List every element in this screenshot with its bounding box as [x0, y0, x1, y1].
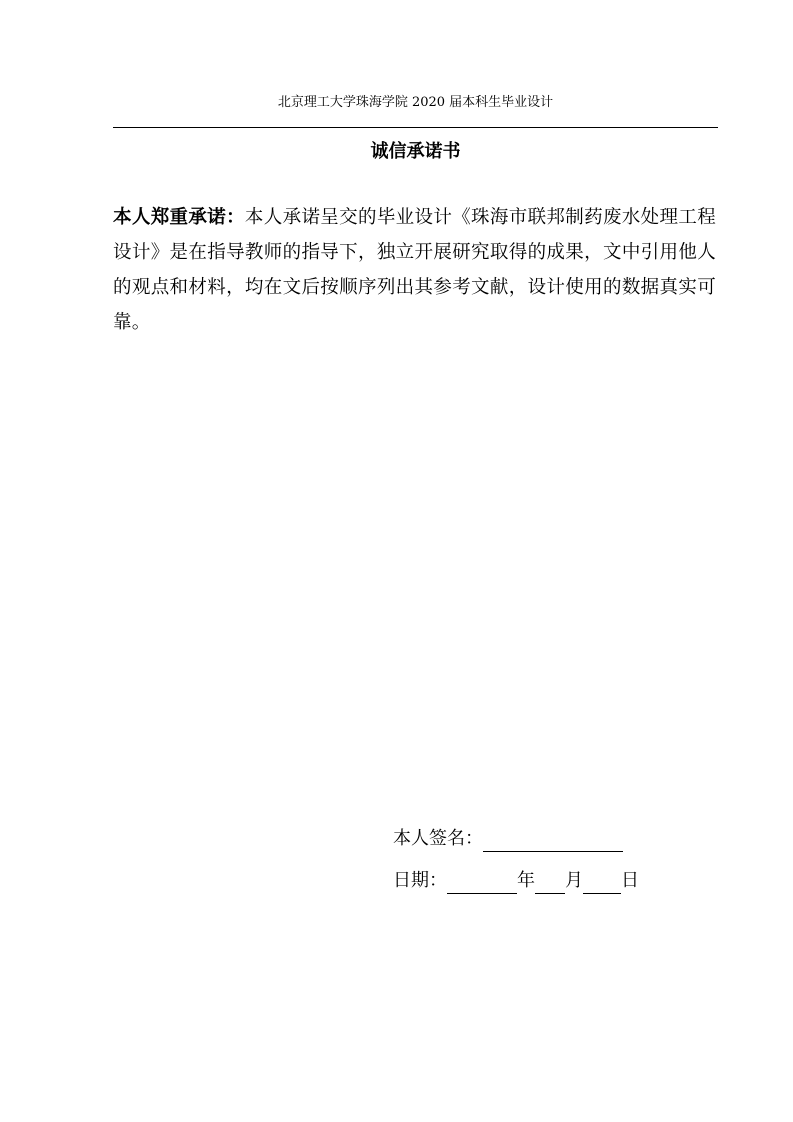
month-blank [535, 871, 565, 894]
signature-block [393, 826, 639, 910]
year-unit: 年 [517, 870, 535, 891]
document-title: 诚信承诺书 [370, 141, 461, 162]
date-row [393, 868, 639, 910]
year-blank [447, 871, 517, 894]
page-header: 北京理工大学珠海学院 2020 届本科生毕业设计 [277, 95, 554, 110]
header-divider [113, 127, 718, 128]
month-unit: 月 [565, 870, 583, 891]
signature-blank [483, 829, 623, 852]
day-blank [583, 871, 621, 894]
pledge-text: 本人承诺呈交的毕业设计《珠海市联邦制药废水处理工程设计》是在指导教师的指导下，独立开展研究取得的成果，文中引用他人的观点和材料，均在文后按顺序列出其参考文献，设计使用的数据真实可靠。 [113, 207, 716, 333]
day-unit: 日 [621, 870, 639, 891]
pledge-lead: 本人郑重承诺： [113, 207, 245, 228]
signature-label: 本人签名： [393, 828, 483, 849]
date-label: 日期： [393, 870, 447, 891]
signature-row [393, 826, 639, 868]
pledge-paragraph [113, 200, 716, 340]
